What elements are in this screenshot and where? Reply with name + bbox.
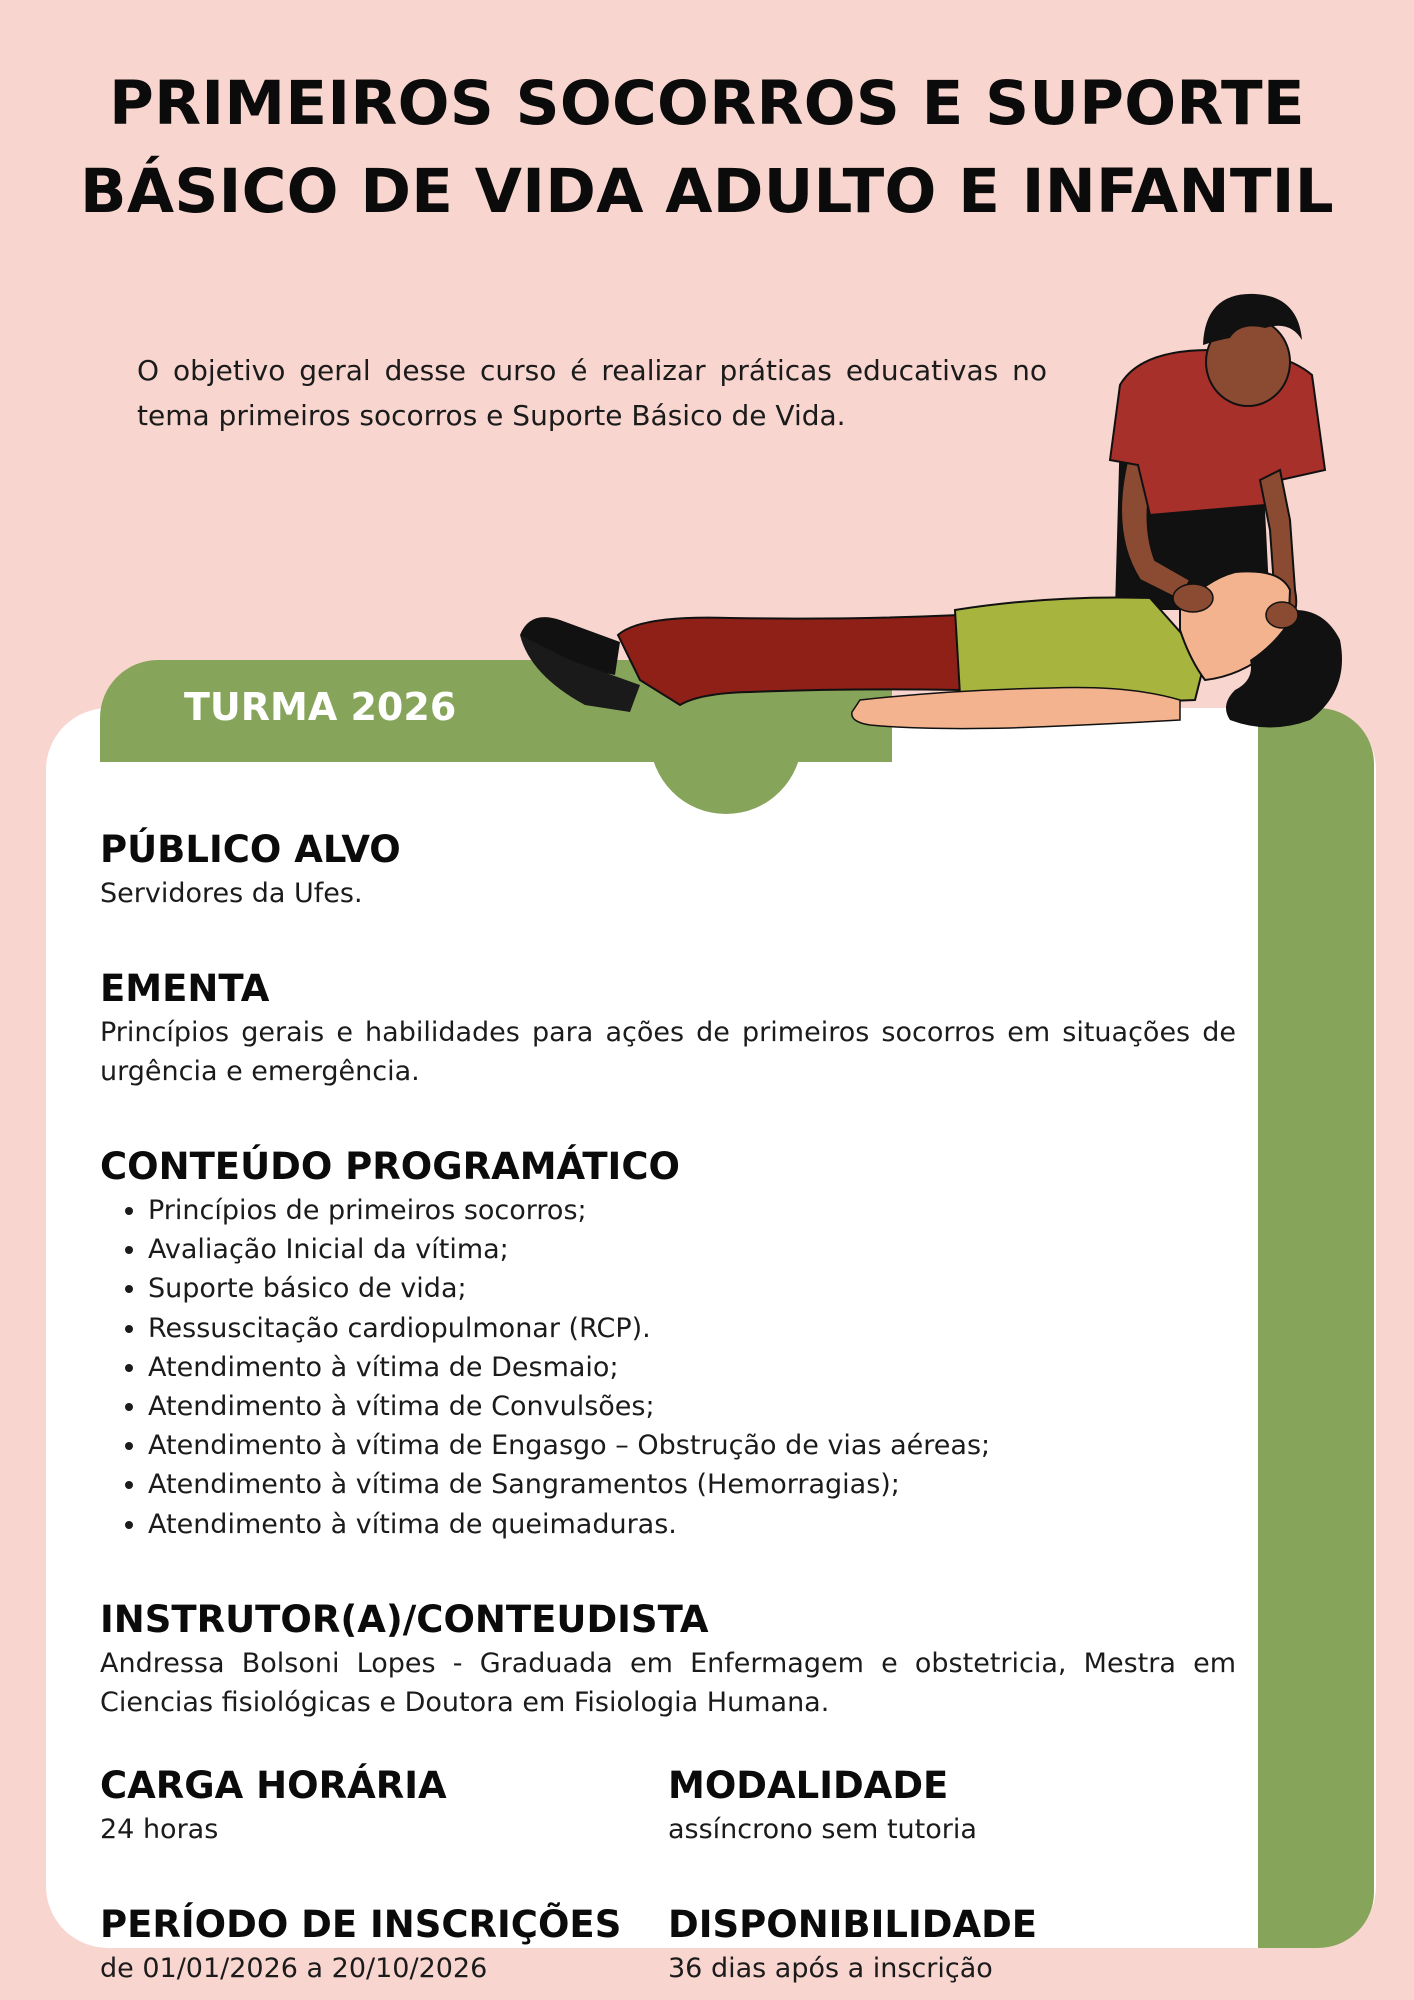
publico-heading: PÚBLICO ALVO [100, 828, 401, 871]
disponibilidade-text: 36 dias após a inscrição [668, 1952, 993, 1984]
modalidade-heading: MODALIDADE [668, 1763, 949, 1807]
objective-text: O objetivo geral desse curso é realizar práticas educativas no tema primeiros socorros e Suporte Básico de Vida. [137, 354, 1047, 432]
instrutor-text: Andressa Bolsoni Lopes - Graduada em Enfermagem e obstetricia, Mestra em Ciencias fisiológicas e Doutora em Fisiologia Humana. [100, 1647, 1236, 1718]
carga-text: 24 horas [100, 1813, 219, 1845]
ementa-text: Princípios gerais e habilidades para ações de primeiros socorros em situações de urgência e emergência. [100, 1017, 1236, 1087]
info-row-2 [100, 1901, 1236, 1988]
page-title [0, 60, 1414, 236]
info-row-1 [100, 1762, 1236, 1849]
conteudo-heading: CONTEÚDO PROGRAMÁTICO [100, 1145, 680, 1188]
instrutor-heading: INSTRUTOR(A)/CONTEUDISTA [100, 1597, 709, 1641]
list-item: • Atendimento à vítima de Engasgo – Obstrução de vias aéreas; [148, 1426, 1236, 1465]
periodo-heading: PERÍODO DE INSCRIÇÕES [100, 1902, 622, 1946]
carga-heading: CARGA HORÁRIA [100, 1763, 447, 1807]
list-item: • Atendimento à vítima de queimaduras. [148, 1505, 1236, 1544]
first-aid-illustration-icon [490, 280, 1350, 750]
list-item: • Atendimento à vítima de Desmaio; [148, 1348, 1236, 1387]
green-side-strip [1258, 708, 1374, 1948]
publico-text: Servidores da Ufes. [100, 878, 363, 909]
title-line-2: BÁSICO DE VIDA ADULTO E INFANTIL [80, 156, 1334, 227]
modalidade-text: assíncrono sem tutoria [668, 1813, 977, 1845]
conteudo-list [100, 1191, 1236, 1544]
list-item: • Avaliação Inicial da vítima; [148, 1230, 1236, 1269]
list-item: • Atendimento à vítima de Sangramentos (Hemorragias); [148, 1465, 1236, 1504]
periodo-text: de 01/01/2026 a 20/10/2026 [100, 1952, 488, 1984]
card-content [100, 826, 1236, 1988]
list-item: • Princípios de primeiros socorros; [148, 1191, 1236, 1230]
disponibilidade-heading: DISPONIBILIDADE [668, 1902, 1038, 1946]
list-item: • Ressuscitação cardiopulmonar (RCP). [148, 1309, 1236, 1348]
title-line-1: PRIMEIROS SOCORROS E SUPORTE [109, 68, 1305, 139]
ementa-heading: EMENTA [100, 967, 270, 1010]
list-item: • Suporte básico de vida; [148, 1269, 1236, 1308]
class-tab-label: TURMA 2026 [184, 685, 457, 729]
list-item: • Atendimento à vítima de Convulsões; [148, 1387, 1236, 1426]
